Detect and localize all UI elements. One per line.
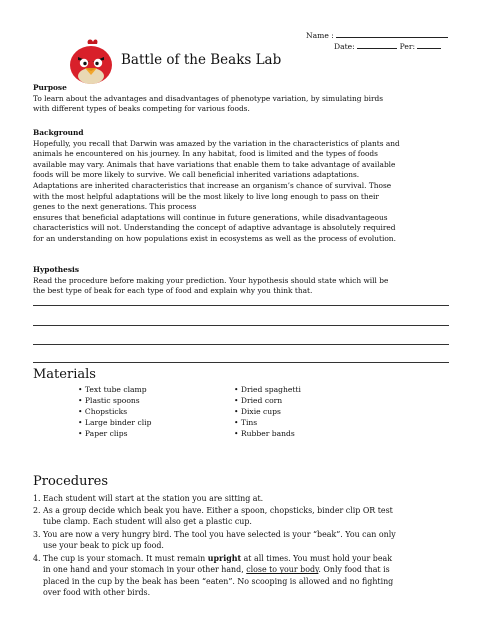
date-label: Date:: [334, 42, 355, 51]
procedure-text: use your beak to pick up food.: [43, 541, 164, 551]
procedure-text: 2. As a group decide which beak you have. Either a spoon, chopsticks, binder clip OR test: [33, 506, 393, 515]
background-section: [33, 128, 463, 245]
background-line: Hopefully, you recall that Darwin was amazed by the variation in the characteristics of plants and: [33, 138, 400, 148]
hypothesis-line: the best type of beak for each type of food and explain why you think that.: [33, 286, 313, 296]
material-item: • Tins: [234, 417, 301, 428]
procedure-text-part: in one hand and your stomach in your other hand,: [43, 565, 247, 575]
procedure-step-3: [33, 529, 459, 552]
background-line: for an understanding on how populations exist in ecosystems as well as the process of evolution.: [33, 233, 396, 243]
hypothesis-answer-line[interactable]: [33, 362, 449, 363]
procedure-step-4: [33, 553, 459, 599]
hypothesis-section: [33, 265, 463, 297]
material-item: • Paper clips: [78, 428, 151, 439]
purpose-line: To learn about the advantages and disadvantages of phenotype variation, by simulating birds: [33, 93, 384, 103]
procedure-text: over food with other birds.: [43, 588, 151, 598]
emphasis-close-to-body: close to your body: [246, 565, 319, 575]
red-bird-logo: [66, 38, 116, 86]
material-item: • Rubber bands: [234, 428, 301, 439]
period-field[interactable]: [417, 41, 441, 49]
background-line: foods will be more likely to survive. We call beneficial inherited variations adaptations.: [33, 170, 360, 180]
material-item: • Dixie cups: [234, 406, 301, 417]
material-item: • Plastic spoons: [78, 395, 151, 406]
procedures-heading: Procedures: [33, 474, 109, 489]
name-field[interactable]: [336, 30, 448, 38]
material-item: • Text tube clamp: [78, 384, 151, 395]
material-item: • Large binder clip: [78, 417, 151, 428]
period-label: Per:: [399, 42, 416, 51]
hypothesis-answer-line[interactable]: [33, 344, 449, 345]
procedure-text: tube clamp. Each student will also get a plastic cup.: [43, 517, 252, 527]
procedure-text: placed in the cup by the beak has been “eaten”. No scooping is allowed and no fighting: [43, 576, 394, 586]
background-line: characteristics will not. Understanding the concept of adaptive advantage is absolutely required: [33, 223, 396, 233]
background-heading: Background: [33, 128, 84, 137]
background-line: available may vary. Animals that have variations that enable them to take advantage of available: [33, 159, 396, 169]
background-line: genes to the next generations. This process: [33, 202, 197, 212]
purpose-section: [33, 83, 463, 115]
emphasis-upright: upright: [207, 554, 242, 563]
procedure-step-2: [33, 505, 459, 528]
material-item: • Dried corn: [234, 395, 301, 406]
background-line: animals he encountered on his journey. In any habitat, food is limited and the types of foods: [33, 149, 378, 159]
procedure-text: 3. You are now a very hungry bird. The tool you have selected is your “beak”. You can only: [33, 530, 396, 539]
procedure-text: 1. Each student will start at the station you are sitting at.: [33, 494, 264, 503]
procedure-text-part: . Only food that is: [318, 565, 390, 575]
procedure-step-1: [33, 493, 459, 504]
procedure-text-part: at all times. You must hold your beak: [241, 554, 393, 563]
material-item: • Dried spaghetti: [234, 384, 301, 395]
background-line: with the most helpful adaptations will be the most likely to live long enough to pass on their: [33, 191, 379, 201]
purpose-heading: Purpose: [33, 83, 67, 92]
hypothesis-line: Read the procedure before making your prediction. Your hypothesis should state which will be: [33, 275, 389, 285]
background-line: Adaptations are inherited characteristics that increase an organism’s chance of survival. Those: [33, 180, 392, 190]
hypothesis-answer-line[interactable]: [33, 305, 449, 306]
hypothesis-answer-line[interactable]: [33, 325, 449, 326]
materials-list-left: [78, 384, 151, 439]
procedure-text-part: 4. The cup is your stomach. It must remain: [33, 554, 208, 563]
materials-list-right: [234, 384, 301, 439]
background-line: ensures that beneficial adaptations will continue in future generations, while disadvantageous: [33, 212, 388, 222]
procedure-text: [33, 564, 459, 575]
purpose-line: with different types of beaks competing for various foods.: [33, 104, 250, 114]
date-field[interactable]: [357, 41, 397, 49]
hypothesis-heading: Hypothesis: [33, 265, 79, 274]
procedure-text: [33, 553, 459, 564]
material-item: • Chopsticks: [78, 406, 151, 417]
page-title: Battle of the Beaks Lab: [121, 52, 282, 68]
name-label: Name :: [306, 31, 334, 40]
materials-heading: Materials: [33, 367, 96, 382]
